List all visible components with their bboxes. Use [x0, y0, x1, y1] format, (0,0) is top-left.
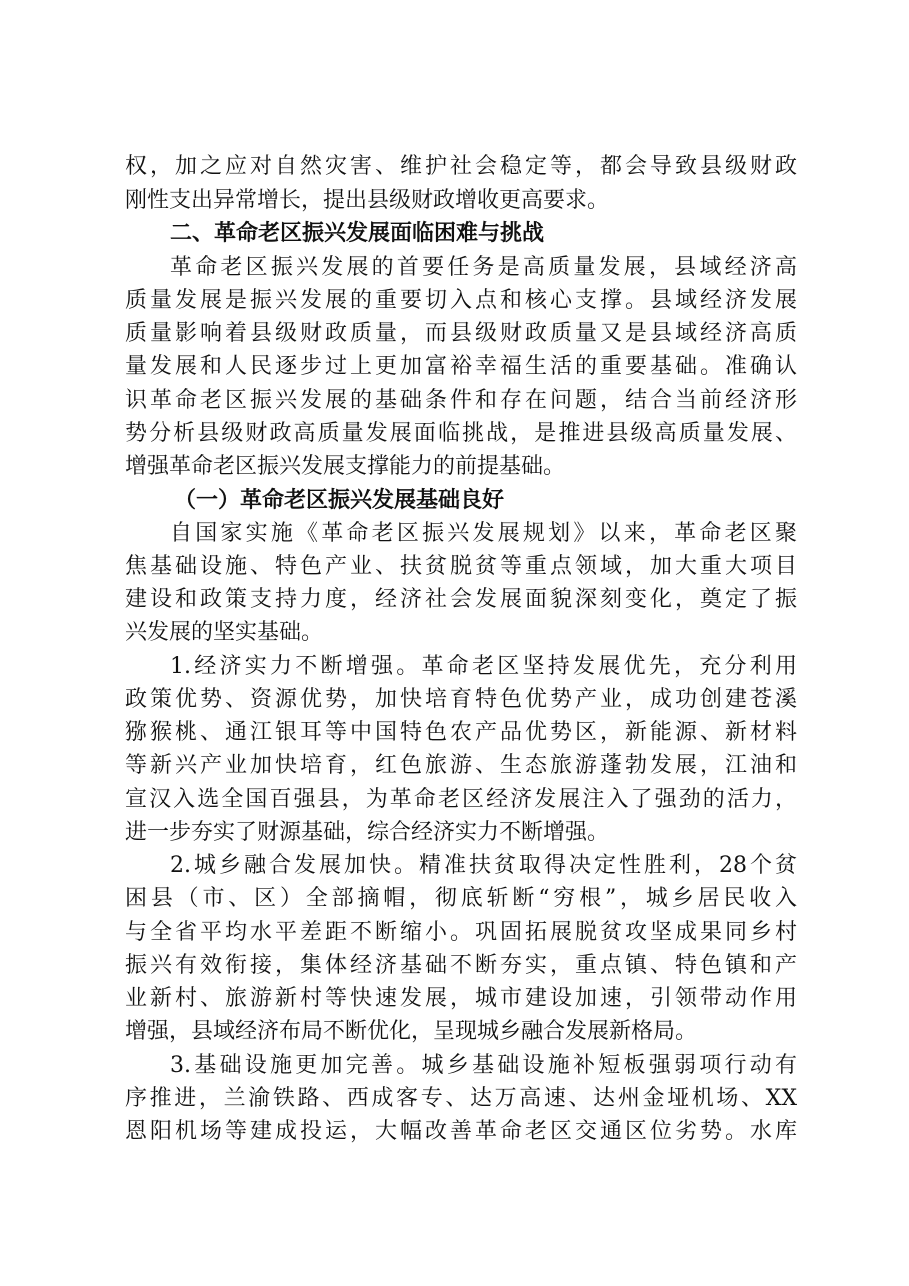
paragraph-line: 业新村、旅游新村等快速发展，城市建设加速，引领带动作用 [125, 986, 797, 1011]
paragraph-line: 猕猴桃、通江银耳等中国特色农产品优势区，新能源、新材料 [125, 720, 797, 745]
paragraph-line: 焦基础设施、特色产业、扶贫脱贫等重点领域，加大重大项目 [125, 554, 797, 579]
paragraph-line: 质量发展是振兴发展的重要切入点和核心支撑。县域经济发展 [125, 288, 797, 313]
subsection-heading: （一）革命老区振兴发展基础良好 [174, 487, 505, 513]
paragraph-line: 势分析县级财政高质量发展面临挑战，是推进县级高质量发展、 [125, 421, 797, 446]
paragraph-line: 刚性支出异常增长，提出县级财政增收更高要求。 [125, 188, 610, 213]
paragraph-line: 等新兴产业加快培育，红色旅游、生态旅游蓬勃发展，江油和 [125, 753, 797, 778]
paragraph-line: 2.城乡融合发展加快。精准扶贫取得决定性胜利，28个贫 [170, 853, 797, 878]
paragraph-line: 识革命老区振兴发展的基础条件和存在问题，结合当前经济形 [125, 388, 797, 413]
section-heading: 二、革命老区振兴发展面临困难与挑战 [170, 221, 545, 246]
paragraph-line: 困县（市、区）全部摘帽，彻底斩断“穷根”，城乡居民收入 [125, 886, 797, 911]
paragraph-line: 兴发展的坚实基础。 [125, 620, 324, 645]
paragraph-line: 建设和政策支持力度，经济社会发展面貌深刻变化，奠定了振 [125, 587, 797, 612]
paragraph-line: 序推进，兰渝铁路、西成客专、达万高速、达州金垭机场、XX [125, 1086, 797, 1111]
paragraph-line: 振兴有效衔接，集体经济基础不断夯实，重点镇、特色镇和产 [125, 953, 797, 978]
paragraph-line: 自国家实施《革命老区振兴发展规划》以来，革命老区聚 [170, 521, 797, 546]
paragraph-line: 权，加之应对自然灾害、维护社会稳定等，都会导致县级财政 [125, 154, 797, 179]
paragraph-line: 与全省平均水平差距不断缩小。巩固拓展脱贫攻坚成果同乡村 [125, 920, 797, 945]
paragraph-line: 量发展和人民逐步过上更加富裕幸福生活的重要基础。准确认 [125, 354, 797, 379]
paragraph-line: 质量影响着县级财政质量，而县级财政质量又是县域经济高质 [125, 321, 797, 346]
paragraph-line: 宣汉入选全国百强县，为革命老区经济发展注入了强劲的活力， [125, 787, 797, 812]
paragraph-line: 恩阳机场等建成投运，大幅改善革命老区交通区位劣势。水库 [125, 1119, 797, 1144]
paragraph-line: 1.经济实力不断增强。革命老区坚持发展优先，充分利用 [170, 654, 797, 679]
paragraph-line: 政策优势、资源优势，加快培育特色优势产业，成功创建苍溪 [125, 687, 797, 712]
paragraph-line: 3.基础设施更加完善。城乡基础设施补短板强弱项行动有 [170, 1053, 797, 1078]
paragraph-line: 增强革命老区振兴发展支撑能力的前提基础。 [125, 454, 566, 479]
paragraph-line: 进一步夯实了财源基础，综合经济实力不断增强。 [125, 820, 610, 845]
paragraph-line: 增强，县域经济布局不断优化，呈现城乡融合发展新格局。 [125, 1019, 698, 1044]
paragraph-line: 革命老区振兴发展的首要任务是高质量发展，县域经济高 [170, 255, 797, 280]
